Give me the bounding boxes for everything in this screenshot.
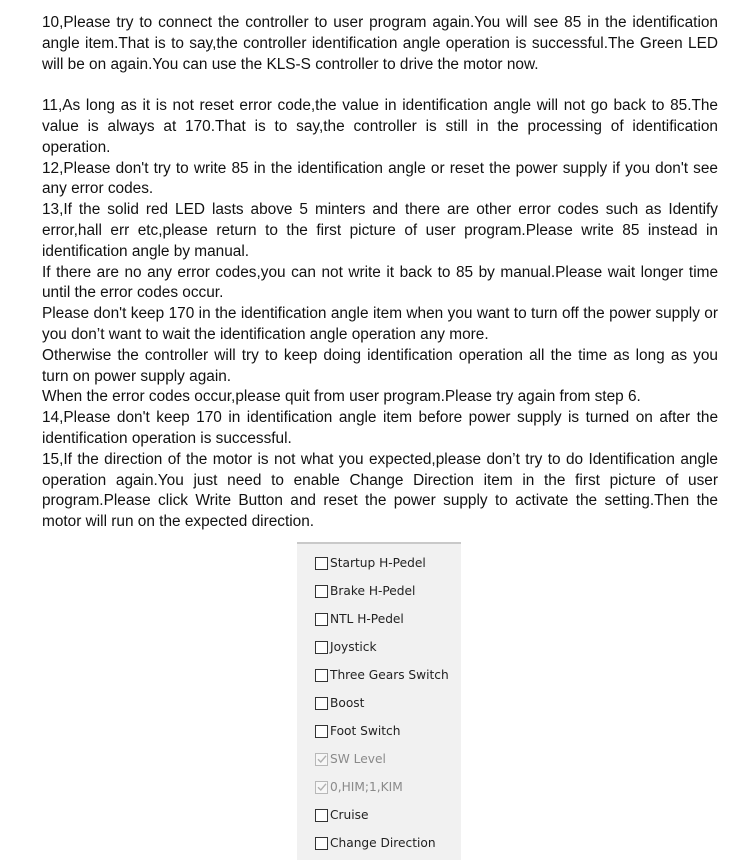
checkbox-label: 0,HIM;1,KIM (330, 780, 403, 794)
checkbox-icon[interactable] (315, 641, 328, 654)
checkbox-label: Foot Switch (330, 724, 401, 738)
paragraph-step-15: 15,If the direction of the motor is not what you expected,please don’t try to do Identification angle operation again.You just need to enable Change Direction item in the first picture of user program.Please click Write Button and reset the power supply to activate the setting.Then the motor will run on the expected direction. (42, 450, 718, 531)
checkbox-label: Startup H-Pedel (330, 556, 426, 570)
paragraph-step-10: 10,Please try to connect the controller to user program again.You will see 85 in the identification angle item.That is to say,the controller identification angle operation is successful.The Green LED will be on again.You can use the KLS-S controller to drive the motor now. (42, 14, 718, 73)
checkbox-foot-switch[interactable] (315, 722, 400, 740)
checkbox-boost[interactable] (315, 694, 364, 712)
checkbox-icon[interactable] (315, 669, 328, 682)
checkbox-label: SW Level (330, 752, 386, 766)
checkbox-label: Cruise (330, 808, 369, 822)
checkbox-cruise[interactable] (315, 806, 368, 824)
checkbox-startup-h-pedel[interactable] (315, 554, 426, 572)
checkbox-icon[interactable] (315, 809, 328, 822)
checkbox-ntl-h-pedel[interactable] (315, 610, 404, 628)
paragraph-step-14: 14,Please don't keep 170 in identification angle item before power supply is turned on after the identification operation is successful. (42, 409, 718, 447)
checkbox-icon (315, 781, 328, 794)
checkbox-brake-h-pedel[interactable] (315, 582, 415, 600)
checkbox-icon[interactable] (315, 697, 328, 710)
checkbox-label: NTL H-Pedel (330, 612, 404, 626)
checkbox-joystick[interactable] (315, 638, 377, 656)
checkbox-sw-level (315, 750, 386, 768)
checkbox-label: Joystick (330, 640, 377, 654)
checkbox-icon[interactable] (315, 725, 328, 738)
checkbox-icon[interactable] (315, 585, 328, 598)
paragraph-no-error-codes: If there are no any error codes,you can not write it back to 85 by manual.Please wait longer time until the error codes occur. (42, 263, 718, 302)
checkbox-three-gears-switch[interactable] (315, 666, 449, 684)
checkbox-label: Brake H-Pedel (330, 584, 416, 598)
checkbox-label: Change Direction (330, 836, 436, 850)
checkbox-him-kim (315, 778, 403, 796)
checkbox-label: Boost (330, 696, 365, 710)
checkmark-icon (317, 782, 327, 792)
checkbox-label: Three Gears Switch (330, 668, 449, 682)
checkbox-icon (315, 753, 328, 766)
checkmark-icon (317, 754, 327, 764)
checkbox-icon[interactable] (315, 557, 328, 570)
paragraph-dont-keep-170: Please don't keep 170 in the identification angle item when you want to turn off the power supply or you don’t want to wait the identification angle operation any more. (42, 305, 718, 343)
instruction-text (42, 13, 718, 533)
options-panel (297, 542, 461, 860)
checkbox-change-direction[interactable] (315, 834, 436, 852)
paragraph-error-codes-occur: When the error codes occur,please quit from user program.Please try again from step 6. (42, 388, 641, 406)
paragraph-step-12: 12,Please don't try to write 85 in the identification angle or reset the power supply if you don't see any error codes. (42, 159, 718, 198)
checkbox-icon[interactable] (315, 613, 328, 626)
paragraph-step-11: 11,As long as it is not reset error code,the value in identification angle will not go back to 85.The value is always at 170.That is to say,the controller is still in the processing of identification operation. (42, 97, 718, 156)
checkbox-icon[interactable] (315, 837, 328, 850)
paragraph-spacer (42, 75, 718, 96)
paragraph-otherwise: Otherwise the controller will try to keep doing identification operation all the time as long as you turn on power supply again. (42, 346, 718, 385)
paragraph-step-13: 13,If the solid red LED lasts above 5 minters and there are other error codes such as Identify error,hall err etc,please return to the first picture of user program.Please write 85 instead in identification angle by manual. (42, 201, 718, 260)
